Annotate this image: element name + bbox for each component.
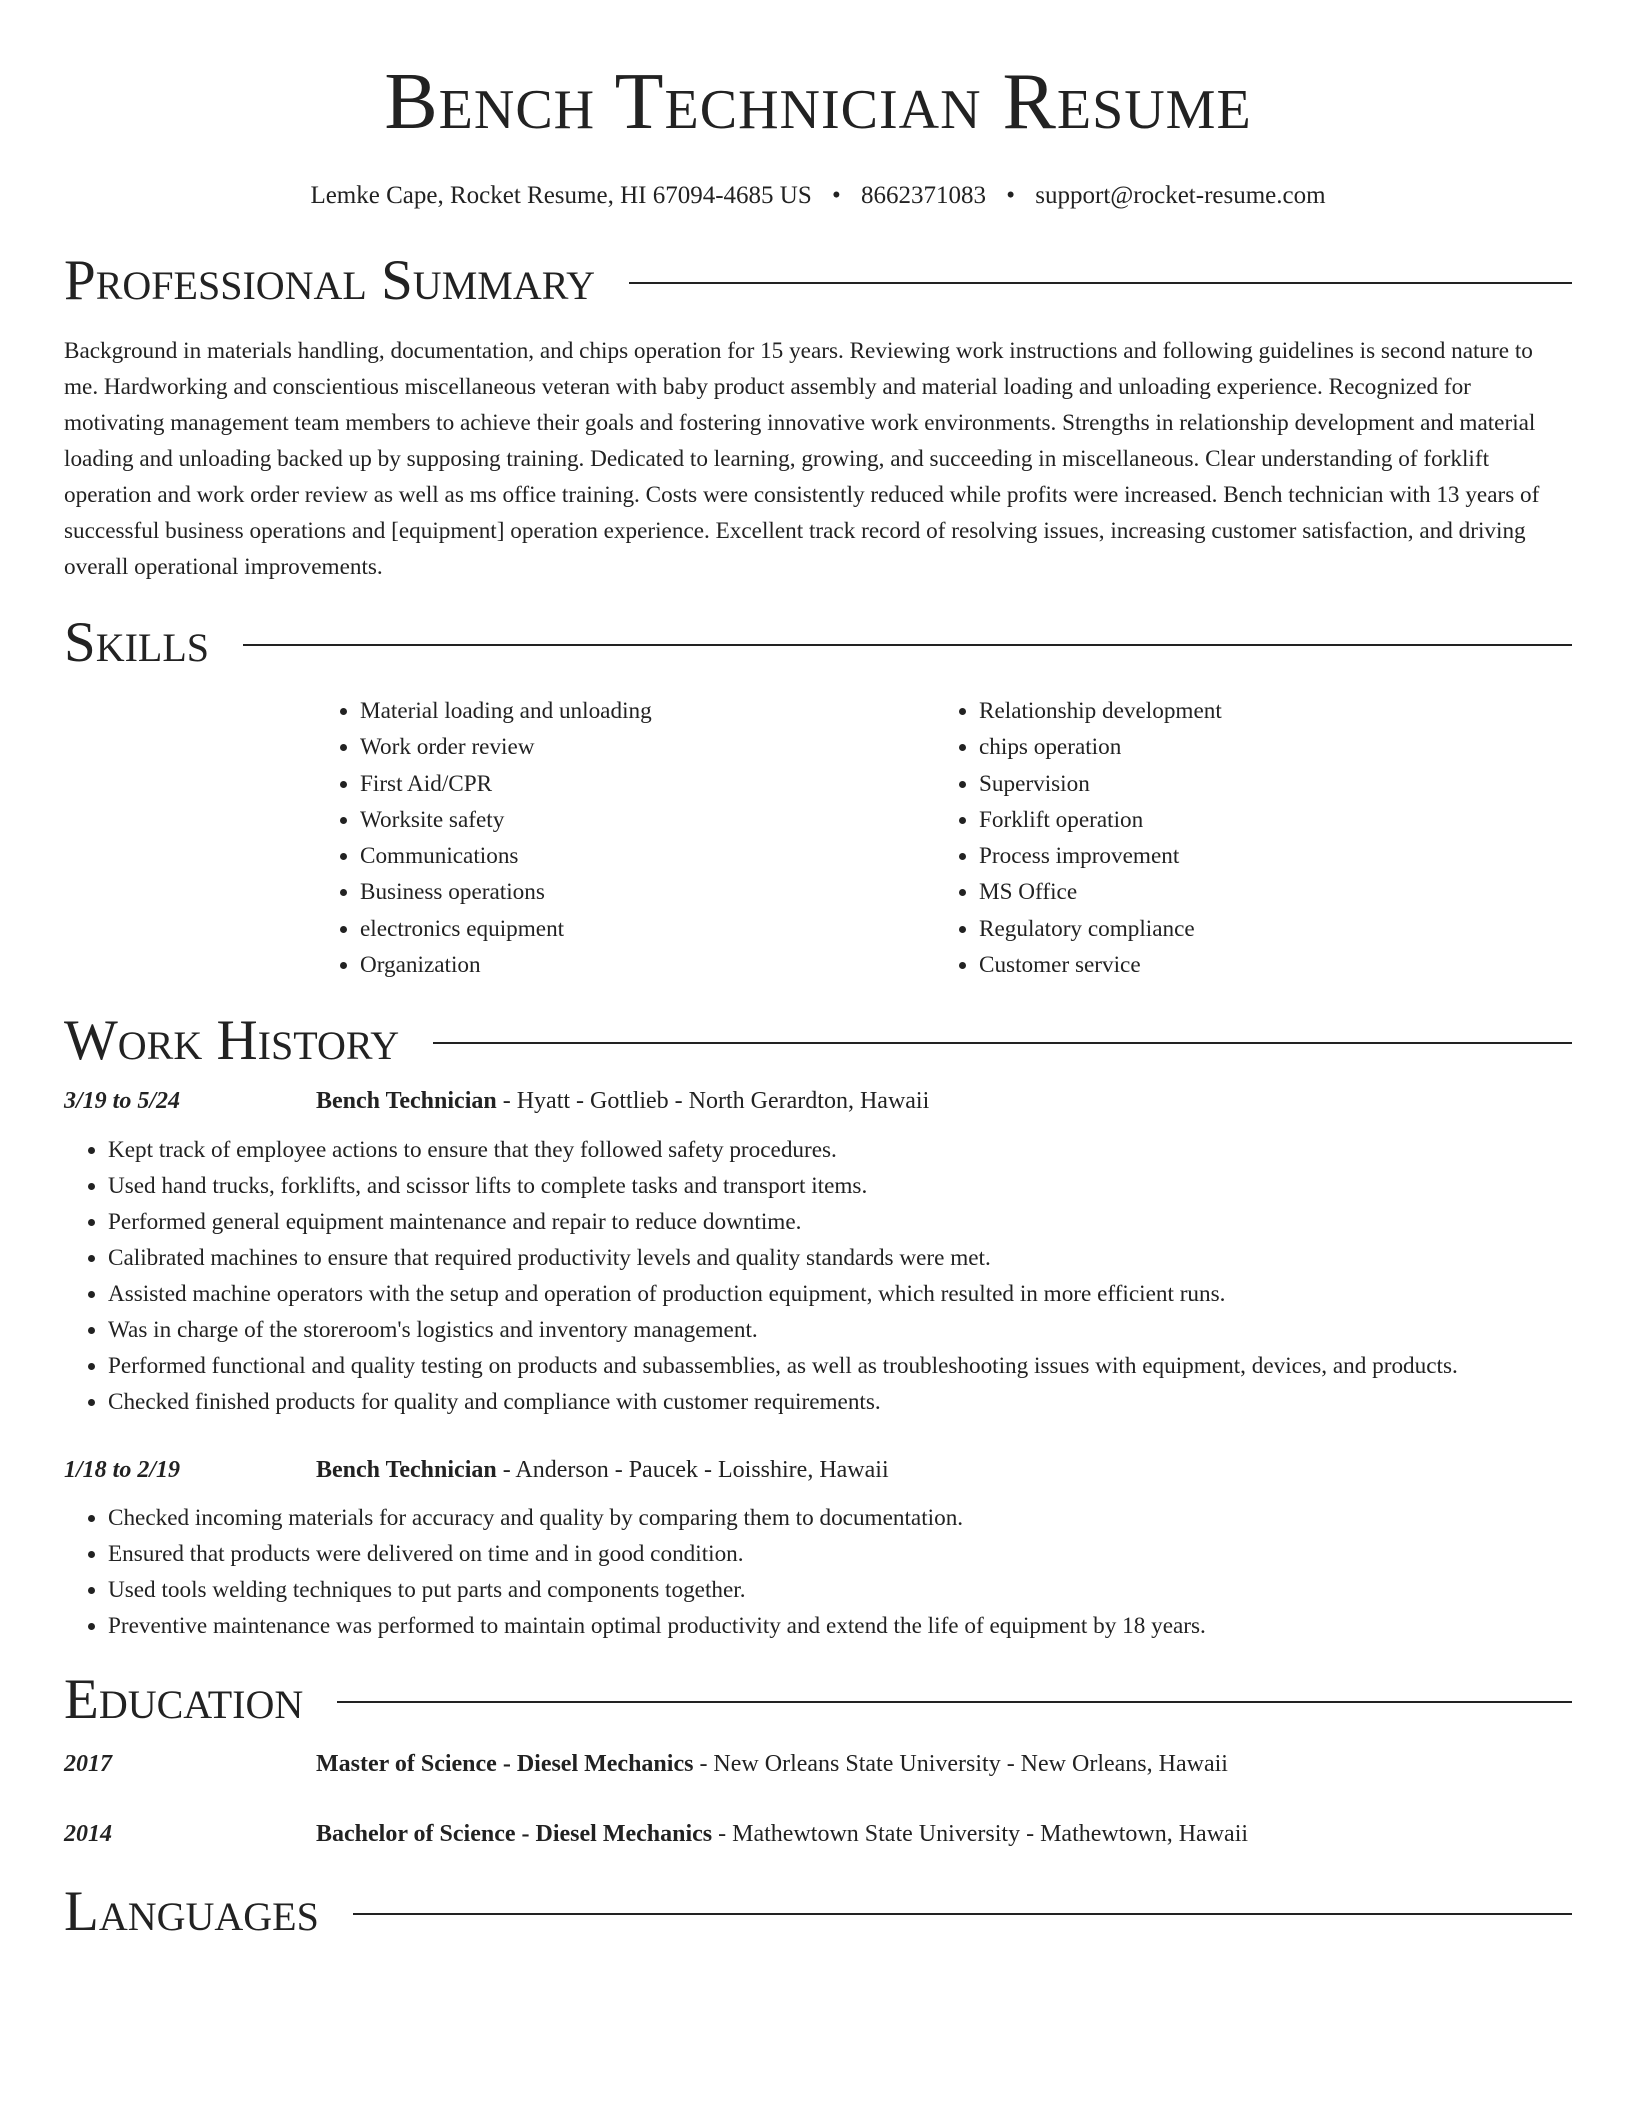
skill-item: • Supervision [979, 766, 1222, 802]
education-degree: Bachelor of Science - Diesel Mechanics [316, 1821, 713, 1848]
job-entry-header [64, 1085, 1572, 1117]
skill-item: • Work order review [360, 729, 935, 765]
skill-item: • Forklift operation [979, 802, 1222, 838]
section-header-languages [64, 1880, 1572, 1944]
section-header-summary [64, 249, 1572, 313]
job-bullet: • Checked finished products for quality and compliance with customer requirements. [108, 1384, 1572, 1420]
section-divider [433, 1042, 1572, 1044]
section-divider [353, 1913, 1572, 1915]
job-bullet: • Used tools welding techniques to put parts and components together. [108, 1572, 1572, 1608]
skills-list [316, 693, 1572, 983]
skill-item: • Material loading and unloading [360, 693, 935, 729]
skill-item: • First Aid/CPR [360, 766, 935, 802]
skill-item: • chips operation [979, 729, 1222, 765]
job-title: Bench Technician [316, 1457, 497, 1484]
skill-item: • Regulatory compliance [979, 911, 1222, 947]
job-bullet: • Performed functional and quality testing on products and subassemblies, as well as troubleshooting issues with equipment, devices, and products. [108, 1348, 1572, 1384]
section-header-work [64, 1009, 1572, 1073]
job-bullet: • Performed general equipment maintenance and repair to reduce downtime. [108, 1204, 1572, 1240]
skill-item: • Business operations [360, 874, 935, 910]
job-dates: 3/19 to 5/24 [64, 1088, 181, 1115]
section-title-education: Education [64, 1668, 304, 1732]
skill-item: • Relationship development [979, 693, 1222, 729]
job-bullet: • Checked incoming materials for accuracy and quality by comparing them to documentation. [108, 1500, 1572, 1536]
job-bullet: • Kept track of employee actions to ensure that they followed safety procedures. [108, 1132, 1572, 1168]
contact-email: support@rocket-resume.com [1035, 182, 1326, 209]
education-year: 2014 [64, 1821, 112, 1848]
job-bullet: • Ensured that products were delivered on time and in good condition. [108, 1536, 1572, 1572]
section-title-languages: Languages [64, 1880, 319, 1944]
job-bullet: • Calibrated machines to ensure that required productivity levels and quality standards were met. [108, 1240, 1572, 1276]
resume-title: Bench Technician Resume [384, 58, 1252, 146]
contact-separator: • [1006, 182, 1016, 209]
job-entry-header [64, 1454, 1572, 1486]
section-title-skills: Skills [64, 611, 210, 674]
section-divider [629, 282, 1572, 284]
job-dates: 1/18 to 2/19 [64, 1457, 181, 1484]
resume-page [64, 0, 1572, 1944]
skill-item: • Organization [360, 947, 935, 983]
job-bullet: • Preventive maintenance was performed to maintain optimal productivity and extend the life of equipment by 18 years. [108, 1608, 1572, 1644]
job-description [316, 1454, 889, 1486]
skill-item: • Process improvement [979, 838, 1222, 874]
skill-item: • MS Office [979, 874, 1222, 910]
skills-column-2 [935, 693, 1222, 983]
education-year: 2017 [64, 1751, 112, 1778]
job-employer: - Anderson - Paucek - Loisshire, Hawaii [496, 1457, 889, 1484]
job-bullets [64, 1132, 1572, 1420]
section-divider [243, 644, 1572, 646]
section-header-education [64, 1668, 1572, 1732]
skill-item: • Customer service [979, 947, 1222, 983]
contact-address: Lemke Cape, Rocket Resume, HI 67094-4685 US [310, 182, 812, 209]
education-description [316, 1818, 1248, 1850]
skill-item: • electronics equipment [360, 911, 935, 947]
skills-column-1 [316, 693, 935, 983]
job-bullet: • Was in charge of the storeroom's logistics and inventory management. [108, 1312, 1572, 1348]
education-school: - Mathewtown State University - Mathewtown, Hawaii [712, 1821, 1249, 1848]
education-entry [64, 1748, 1572, 1780]
education-entry [64, 1818, 1572, 1850]
job-bullet: • Assisted machine operators with the setup and operation of production equipment, which resulted in more efficient runs. [108, 1276, 1572, 1312]
education-school: - New Orleans State University - New Orleans, Hawaii [693, 1751, 1228, 1778]
section-title-summary: Professional Summary [64, 249, 596, 312]
job-description [316, 1085, 929, 1117]
section-header-skills [64, 611, 1572, 675]
contact-phone: 8662371083 [861, 182, 986, 209]
skill-item: • Worksite safety [360, 802, 935, 838]
section-divider [337, 1701, 1572, 1703]
job-bullet: • Used hand trucks, forklifts, and scissor lifts to complete tasks and transport items. [108, 1168, 1572, 1204]
education-degree: Master of Science - Diesel Mechanics [316, 1751, 694, 1778]
job-employer: - Hyatt - Gottlieb - North Gerardton, Hawaii [496, 1088, 930, 1115]
job-bullets [64, 1500, 1572, 1644]
education-description [316, 1748, 1228, 1780]
summary-paragraph: Background in materials handling, documentation, and chips operation for 15 years. Reviewing work instructions and following guidelines is second nature to me. Hardworking and conscientious miscellaneous veteran with baby product assembly and material loading and unloading experience. Recognized for motivating management team members to achieve their goals and fostering innovative work environments. Strengths in relationship development and material loading and unloading backed up by supposing training. Dedicated to learning, growing, and succeeding in miscellaneous. Clear understanding of forklift operation and work order review as well as ms office training. Costs were consistently reduced while profits were increased. Bench technician with 13 years of successful business operations and [equipment] operation experience. Excellent track record of resolving issues, increasing customer satisfaction, and driving overall operational improvements. [64, 338, 1540, 580]
job-title: Bench Technician [316, 1088, 497, 1115]
skill-item: • Communications [360, 838, 935, 874]
contact-separator: • [831, 182, 841, 209]
contact-line [64, 180, 1572, 212]
section-title-work: Work History [64, 1009, 400, 1073]
